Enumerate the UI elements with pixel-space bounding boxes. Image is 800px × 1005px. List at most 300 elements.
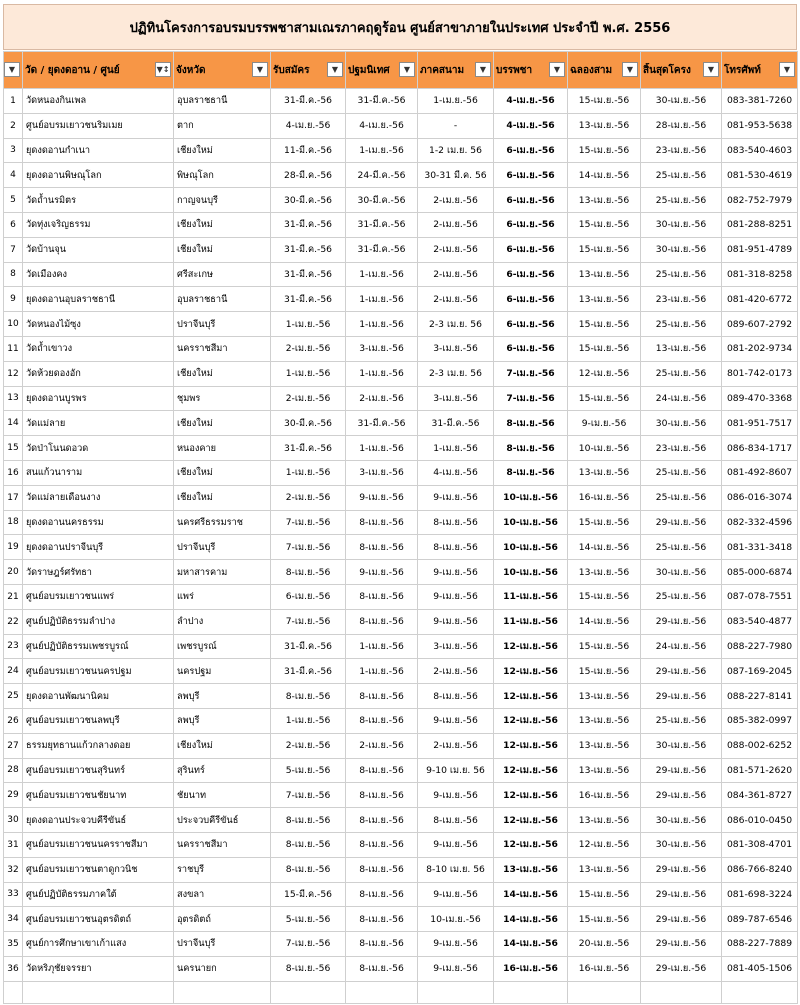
row-name[interactable]: ศูนย์อบรมเยาวชนแพร่ (23, 584, 174, 609)
row-end-date[interactable]: 30-เม.ย.-56 (641, 560, 722, 585)
row-phone[interactable]: 088-227-7889 (722, 932, 798, 957)
row-orientation-date[interactable]: 8-เม.ย.-56 (346, 832, 418, 857)
row-apply-date[interactable]: 7-เม.ย.-56 (271, 609, 346, 634)
row-province[interactable]: นครนายก (174, 956, 271, 981)
row-index[interactable]: 12 (4, 361, 23, 386)
row-end-date[interactable]: 25-เม.ย.-56 (641, 262, 722, 287)
empty-cell[interactable] (418, 981, 494, 1003)
row-apply-date[interactable]: 7-เม.ย.-56 (271, 932, 346, 957)
row-ordination-date[interactable]: 8-เม.ย.-56 (494, 411, 568, 436)
row-name[interactable]: วัดถ้ำเขาวง (23, 336, 174, 361)
row-apply-date[interactable]: 6-เม.ย.-56 (271, 584, 346, 609)
row-ordination-date[interactable]: 11-เม.ย.-56 (494, 584, 568, 609)
row-orientation-date[interactable]: 30-มี.ค.-56 (346, 188, 418, 213)
row-index[interactable]: 24 (4, 659, 23, 684)
row-index[interactable]: 2 (4, 113, 23, 138)
row-index[interactable]: 14 (4, 411, 23, 436)
row-province[interactable]: ตาก (174, 113, 271, 138)
row-end-date[interactable]: 23-เม.ย.-56 (641, 436, 722, 461)
row-province[interactable]: อุตรดิตถ์ (174, 907, 271, 932)
row-province[interactable]: ลพบุรี (174, 708, 271, 733)
row-ordination-date[interactable]: 12-เม.ย.-56 (494, 733, 568, 758)
row-phone[interactable]: 089-607-2792 (722, 312, 798, 337)
row-province[interactable]: หนองคาย (174, 436, 271, 461)
row-ordination-date[interactable]: 12-เม.ย.-56 (494, 808, 568, 833)
row-index[interactable]: 6 (4, 212, 23, 237)
row-name[interactable]: ยุดงดอานประจวบคีรีขันธ์ (23, 808, 174, 833)
row-end-date[interactable]: 29-เม.ย.-56 (641, 857, 722, 882)
row-field-date[interactable]: 2-เม.ย.-56 (418, 212, 494, 237)
row-field-date[interactable]: 2-เม.ย.-56 (418, 237, 494, 262)
row-field-date[interactable]: - (418, 113, 494, 138)
row-celebration-date[interactable]: 15-เม.ย.-56 (568, 584, 641, 609)
row-end-date[interactable]: 25-เม.ย.-56 (641, 584, 722, 609)
row-name[interactable]: ยุดงดอานกำเนา (23, 138, 174, 163)
row-province[interactable]: อุบลราชธานี (174, 287, 271, 312)
row-apply-date[interactable]: 31-มี.ค.-56 (271, 287, 346, 312)
row-phone[interactable]: 089-470-3368 (722, 386, 798, 411)
row-field-date[interactable]: 2-เม.ย.-56 (418, 188, 494, 213)
row-end-date[interactable]: 29-เม.ย.-56 (641, 956, 722, 981)
row-index[interactable]: 28 (4, 758, 23, 783)
row-end-date[interactable]: 29-เม.ย.-56 (641, 783, 722, 808)
row-end-date[interactable]: 30-เม.ย.-56 (641, 237, 722, 262)
row-field-date[interactable]: 4-เม.ย.-56 (418, 460, 494, 485)
row-index[interactable]: 3 (4, 138, 23, 163)
row-celebration-date[interactable]: 14-เม.ย.-56 (568, 609, 641, 634)
row-apply-date[interactable]: 8-เม.ย.-56 (271, 684, 346, 709)
row-field-date[interactable]: 9-เม.ย.-56 (418, 584, 494, 609)
row-name[interactable]: ยุดงดอานพิษณุโลก (23, 163, 174, 188)
row-orientation-date[interactable]: 8-เม.ย.-56 (346, 783, 418, 808)
row-ordination-date[interactable]: 10-เม.ย.-56 (494, 560, 568, 585)
row-orientation-date[interactable]: 1-เม.ย.-56 (346, 138, 418, 163)
row-name[interactable]: ศูนย์ปฏิบัติธรรมภาคใต้ (23, 882, 174, 907)
row-name[interactable]: ศูนย์อบรมเยาวชนอุตรดิตถ์ (23, 907, 174, 932)
row-orientation-date[interactable]: 3-เม.ย.-56 (346, 336, 418, 361)
row-index[interactable]: 15 (4, 436, 23, 461)
row-field-date[interactable]: 2-3 เม.ย. 56 (418, 361, 494, 386)
row-field-date[interactable]: 9-10 เม.ย. 56 (418, 758, 494, 783)
row-phone[interactable]: 085-382-0997 (722, 708, 798, 733)
row-field-date[interactable]: 3-เม.ย.-56 (418, 634, 494, 659)
row-name[interactable]: ศูนย์อบรมเยาวชนนครราชสีมา (23, 832, 174, 857)
row-end-date[interactable]: 25-เม.ย.-56 (641, 460, 722, 485)
row-celebration-date[interactable]: 16-เม.ย.-56 (568, 783, 641, 808)
row-end-date[interactable]: 29-เม.ย.-56 (641, 932, 722, 957)
row-apply-date[interactable]: 31-มี.ค.-56 (271, 89, 346, 114)
row-ordination-date[interactable]: 11-เม.ย.-56 (494, 609, 568, 634)
row-phone[interactable]: 089-787-6546 (722, 907, 798, 932)
row-field-date[interactable]: 2-3 เม.ย. 56 (418, 312, 494, 337)
sort-filter-icon[interactable]: ▼↕ (155, 62, 171, 77)
row-province[interactable]: เชียงใหม่ (174, 460, 271, 485)
row-name[interactable]: วัดหนองกินเพล (23, 89, 174, 114)
empty-cell[interactable] (174, 981, 271, 1003)
filter-dropdown-icon[interactable]: ▼ (622, 62, 638, 77)
row-phone[interactable]: 086-016-3074 (722, 485, 798, 510)
row-province[interactable]: ราชบุรี (174, 857, 271, 882)
row-name[interactable]: วัดแม่ลายเดือนงาง (23, 485, 174, 510)
row-name[interactable]: ยุดงดอานพัฒนานิคม (23, 684, 174, 709)
row-end-date[interactable]: 29-เม.ย.-56 (641, 684, 722, 709)
row-ordination-date[interactable]: 13-เม.ย.-56 (494, 857, 568, 882)
row-apply-date[interactable]: 31-มี.ค.-56 (271, 212, 346, 237)
row-index[interactable]: 36 (4, 956, 23, 981)
row-name[interactable]: ศูนย์การศึกษาเขาเก้าแสง (23, 932, 174, 957)
row-ordination-date[interactable]: 7-เม.ย.-56 (494, 361, 568, 386)
row-ordination-date[interactable]: 16-เม.ย.-56 (494, 956, 568, 981)
row-orientation-date[interactable]: 1-เม.ย.-56 (346, 287, 418, 312)
row-ordination-date[interactable]: 6-เม.ย.-56 (494, 212, 568, 237)
empty-cell[interactable] (568, 981, 641, 1003)
row-province[interactable]: ปราจีนบุรี (174, 312, 271, 337)
row-apply-date[interactable]: 30-มี.ค.-56 (271, 188, 346, 213)
row-phone[interactable]: 082-332-4596 (722, 510, 798, 535)
row-index[interactable]: 34 (4, 907, 23, 932)
row-apply-date[interactable]: 1-เม.ย.-56 (271, 312, 346, 337)
row-index[interactable]: 32 (4, 857, 23, 882)
row-province[interactable]: อุบลราชธานี (174, 89, 271, 114)
row-apply-date[interactable]: 31-มี.ค.-56 (271, 634, 346, 659)
empty-cell[interactable] (722, 981, 798, 1003)
row-field-date[interactable]: 9-เม.ย.-56 (418, 783, 494, 808)
row-end-date[interactable]: 29-เม.ย.-56 (641, 882, 722, 907)
filter-dropdown-icon[interactable]: ▼ (475, 62, 491, 77)
row-ordination-date[interactable]: 14-เม.ย.-56 (494, 907, 568, 932)
row-phone[interactable]: 082-752-7979 (722, 188, 798, 213)
row-province[interactable]: ศรีสะเกษ (174, 262, 271, 287)
row-phone[interactable]: 086-010-0450 (722, 808, 798, 833)
row-end-date[interactable]: 30-เม.ย.-56 (641, 212, 722, 237)
row-celebration-date[interactable]: 13-เม.ย.-56 (568, 857, 641, 882)
row-celebration-date[interactable]: 20-เม.ย.-56 (568, 932, 641, 957)
row-province[interactable]: นครราชสีมา (174, 832, 271, 857)
filter-dropdown-icon[interactable]: ▼ (4, 62, 20, 77)
row-field-date[interactable]: 8-เม.ย.-56 (418, 808, 494, 833)
row-celebration-date[interactable]: 13-เม.ย.-56 (568, 188, 641, 213)
row-province[interactable]: ปราจีนบุรี (174, 535, 271, 560)
row-ordination-date[interactable]: 7-เม.ย.-56 (494, 386, 568, 411)
row-phone[interactable]: 081-530-4619 (722, 163, 798, 188)
row-ordination-date[interactable]: 14-เม.ย.-56 (494, 882, 568, 907)
row-celebration-date[interactable]: 15-เม.ย.-56 (568, 659, 641, 684)
row-end-date[interactable]: 30-เม.ย.-56 (641, 411, 722, 436)
row-orientation-date[interactable]: 8-เม.ย.-56 (346, 684, 418, 709)
row-apply-date[interactable]: 8-เม.ย.-56 (271, 560, 346, 585)
row-phone[interactable]: 081-405-1506 (722, 956, 798, 981)
empty-cell[interactable] (494, 981, 568, 1003)
row-index[interactable]: 31 (4, 832, 23, 857)
row-field-date[interactable]: 8-10 เม.ย. 56 (418, 857, 494, 882)
row-index[interactable]: 10 (4, 312, 23, 337)
row-phone[interactable]: 801-742-0173 (722, 361, 798, 386)
row-ordination-date[interactable]: 6-เม.ย.-56 (494, 336, 568, 361)
row-province[interactable]: กาญจนบุรี (174, 188, 271, 213)
row-end-date[interactable]: 24-เม.ย.-56 (641, 634, 722, 659)
row-province[interactable]: เชียงใหม่ (174, 138, 271, 163)
row-phone[interactable]: 085-000-6874 (722, 560, 798, 585)
row-name[interactable]: สนแก้วนาราม (23, 460, 174, 485)
row-end-date[interactable]: 30-เม.ย.-56 (641, 808, 722, 833)
row-ordination-date[interactable]: 12-เม.ย.-56 (494, 659, 568, 684)
row-apply-date[interactable]: 5-เม.ย.-56 (271, 758, 346, 783)
row-index[interactable]: 17 (4, 485, 23, 510)
row-end-date[interactable]: 23-เม.ย.-56 (641, 287, 722, 312)
row-orientation-date[interactable]: 8-เม.ย.-56 (346, 708, 418, 733)
row-ordination-date[interactable]: 6-เม.ย.-56 (494, 312, 568, 337)
row-apply-date[interactable]: 2-เม.ย.-56 (271, 733, 346, 758)
row-celebration-date[interactable]: 13-เม.ย.-56 (568, 460, 641, 485)
row-phone[interactable]: 081-331-3418 (722, 535, 798, 560)
row-orientation-date[interactable]: 9-เม.ย.-56 (346, 560, 418, 585)
row-field-date[interactable]: 9-เม.ย.-56 (418, 560, 494, 585)
row-apply-date[interactable]: 11-มี.ค.-56 (271, 138, 346, 163)
row-celebration-date[interactable]: 15-เม.ย.-56 (568, 89, 641, 114)
row-field-date[interactable]: 9-เม.ย.-56 (418, 609, 494, 634)
row-orientation-date[interactable]: 3-เม.ย.-56 (346, 460, 418, 485)
row-orientation-date[interactable]: 31-มี.ค.-56 (346, 237, 418, 262)
row-celebration-date[interactable]: 13-เม.ย.-56 (568, 808, 641, 833)
row-index[interactable]: 35 (4, 932, 23, 957)
row-celebration-date[interactable]: 12-เม.ย.-56 (568, 361, 641, 386)
row-apply-date[interactable]: 1-เม.ย.-56 (271, 361, 346, 386)
empty-cell[interactable] (4, 981, 23, 1003)
row-index[interactable]: 19 (4, 535, 23, 560)
row-celebration-date[interactable]: 15-เม.ย.-56 (568, 138, 641, 163)
row-apply-date[interactable]: 31-มี.ค.-56 (271, 436, 346, 461)
row-ordination-date[interactable]: 6-เม.ย.-56 (494, 237, 568, 262)
row-ordination-date[interactable]: 14-เม.ย.-56 (494, 932, 568, 957)
row-phone[interactable]: 081-288-8251 (722, 212, 798, 237)
row-apply-date[interactable]: 2-เม.ย.-56 (271, 386, 346, 411)
row-ordination-date[interactable]: 12-เม.ย.-56 (494, 832, 568, 857)
row-end-date[interactable]: 30-เม.ย.-56 (641, 733, 722, 758)
row-apply-date[interactable]: 1-เม.ย.-56 (271, 708, 346, 733)
row-orientation-date[interactable]: 8-เม.ย.-56 (346, 932, 418, 957)
row-index[interactable]: 33 (4, 882, 23, 907)
row-field-date[interactable]: 8-เม.ย.-56 (418, 510, 494, 535)
row-end-date[interactable]: 29-เม.ย.-56 (641, 609, 722, 634)
row-apply-date[interactable]: 7-เม.ย.-56 (271, 535, 346, 560)
row-province[interactable]: เชียงใหม่ (174, 212, 271, 237)
row-celebration-date[interactable]: 10-เม.ย.-56 (568, 436, 641, 461)
row-orientation-date[interactable]: 31-มี.ค.-56 (346, 89, 418, 114)
row-phone[interactable]: 081-571-2620 (722, 758, 798, 783)
row-ordination-date[interactable]: 6-เม.ย.-56 (494, 163, 568, 188)
row-name[interactable]: วัดหริภุชัยจรรยา (23, 956, 174, 981)
row-apply-date[interactable]: 31-มี.ค.-56 (271, 659, 346, 684)
row-phone[interactable]: 081-951-7517 (722, 411, 798, 436)
row-apply-date[interactable]: 8-เม.ย.-56 (271, 808, 346, 833)
row-name[interactable]: ยุดงดอานอุบลราชธานี (23, 287, 174, 312)
row-celebration-date[interactable]: 15-เม.ย.-56 (568, 336, 641, 361)
row-celebration-date[interactable]: 15-เม.ย.-56 (568, 312, 641, 337)
row-index[interactable]: 22 (4, 609, 23, 634)
row-phone[interactable]: 083-540-4877 (722, 609, 798, 634)
row-name[interactable]: วัดเมืองคง (23, 262, 174, 287)
row-field-date[interactable]: 9-เม.ย.-56 (418, 882, 494, 907)
row-ordination-date[interactable]: 12-เม.ย.-56 (494, 758, 568, 783)
row-celebration-date[interactable]: 12-เม.ย.-56 (568, 832, 641, 857)
row-index[interactable]: 26 (4, 708, 23, 733)
row-celebration-date[interactable]: 13-เม.ย.-56 (568, 560, 641, 585)
row-orientation-date[interactable]: 8-เม.ย.-56 (346, 510, 418, 535)
row-index[interactable]: 27 (4, 733, 23, 758)
row-province[interactable]: เชียงใหม่ (174, 411, 271, 436)
row-phone[interactable]: 086-834-1717 (722, 436, 798, 461)
row-index[interactable]: 23 (4, 634, 23, 659)
row-apply-date[interactable]: 2-เม.ย.-56 (271, 485, 346, 510)
filter-dropdown-icon[interactable]: ▼ (252, 62, 268, 77)
row-apply-date[interactable]: 8-เม.ย.-56 (271, 857, 346, 882)
row-celebration-date[interactable]: 16-เม.ย.-56 (568, 485, 641, 510)
row-ordination-date[interactable]: 6-เม.ย.-56 (494, 188, 568, 213)
filter-dropdown-icon[interactable]: ▼ (399, 62, 415, 77)
row-ordination-date[interactable]: 10-เม.ย.-56 (494, 535, 568, 560)
row-field-date[interactable]: 9-เม.ย.-56 (418, 485, 494, 510)
row-orientation-date[interactable]: 8-เม.ย.-56 (346, 907, 418, 932)
row-phone[interactable]: 087-078-7551 (722, 584, 798, 609)
row-celebration-date[interactable]: 15-เม.ย.-56 (568, 634, 641, 659)
row-celebration-date[interactable]: 13-เม.ย.-56 (568, 708, 641, 733)
empty-cell[interactable] (641, 981, 722, 1003)
row-index[interactable]: 5 (4, 188, 23, 213)
row-orientation-date[interactable]: 31-มี.ค.-56 (346, 411, 418, 436)
row-orientation-date[interactable]: 4-เม.ย.-56 (346, 113, 418, 138)
row-ordination-date[interactable]: 12-เม.ย.-56 (494, 783, 568, 808)
row-end-date[interactable]: 13-เม.ย.-56 (641, 336, 722, 361)
row-phone[interactable]: 088-002-6252 (722, 733, 798, 758)
row-index[interactable]: 4 (4, 163, 23, 188)
row-ordination-date[interactable]: 8-เม.ย.-56 (494, 460, 568, 485)
row-orientation-date[interactable]: 1-เม.ย.-56 (346, 659, 418, 684)
row-celebration-date[interactable]: 13-เม.ย.-56 (568, 684, 641, 709)
row-field-date[interactable]: 8-เม.ย.-56 (418, 684, 494, 709)
row-index[interactable]: 18 (4, 510, 23, 535)
row-province[interactable]: นครราชสีมา (174, 336, 271, 361)
row-field-date[interactable]: 30-31 มี.ค. 56 (418, 163, 494, 188)
row-apply-date[interactable]: 5-เม.ย.-56 (271, 907, 346, 932)
row-province[interactable]: นครศรีธรรมราช (174, 510, 271, 535)
row-name[interactable]: วัดห้วยดองอัก (23, 361, 174, 386)
row-end-date[interactable]: 29-เม.ย.-56 (641, 659, 722, 684)
row-end-date[interactable]: 25-เม.ย.-56 (641, 188, 722, 213)
row-index[interactable]: 11 (4, 336, 23, 361)
row-phone[interactable]: 084-361-8727 (722, 783, 798, 808)
row-orientation-date[interactable]: 8-เม.ย.-56 (346, 956, 418, 981)
row-apply-date[interactable]: 7-เม.ย.-56 (271, 510, 346, 535)
row-phone[interactable]: 081-202-9734 (722, 336, 798, 361)
row-name[interactable]: ศูนย์อบรมเยาวชนนครปฐม (23, 659, 174, 684)
row-end-date[interactable]: 24-เม.ย.-56 (641, 386, 722, 411)
row-celebration-date[interactable]: 13-เม.ย.-56 (568, 113, 641, 138)
row-name[interactable]: ศูนย์ปฏิบัติธรรมเพชรบูรณ์ (23, 634, 174, 659)
row-celebration-date[interactable]: 13-เม.ย.-56 (568, 758, 641, 783)
row-index[interactable]: 7 (4, 237, 23, 262)
row-celebration-date[interactable]: 15-เม.ย.-56 (568, 907, 641, 932)
row-field-date[interactable]: 9-เม.ย.-56 (418, 932, 494, 957)
row-index[interactable]: 30 (4, 808, 23, 833)
row-apply-date[interactable]: 7-เม.ย.-56 (271, 783, 346, 808)
row-name[interactable]: ศูนย์อบรมเยาวชนริมเมย (23, 113, 174, 138)
row-province[interactable]: พิษณุโลก (174, 163, 271, 188)
row-province[interactable]: ปราจีนบุรี (174, 932, 271, 957)
row-phone[interactable]: 083-381-7260 (722, 89, 798, 114)
row-name[interactable]: วัดหนองไม้ซุง (23, 312, 174, 337)
row-field-date[interactable]: 2-เม.ย.-56 (418, 262, 494, 287)
row-apply-date[interactable]: 4-เม.ย.-56 (271, 113, 346, 138)
row-province[interactable]: นครปฐม (174, 659, 271, 684)
row-field-date[interactable]: 8-เม.ย.-56 (418, 535, 494, 560)
row-field-date[interactable]: 3-เม.ย.-56 (418, 386, 494, 411)
row-orientation-date[interactable]: 1-เม.ย.-56 (346, 634, 418, 659)
row-end-date[interactable]: 25-เม.ย.-56 (641, 535, 722, 560)
row-field-date[interactable]: 9-เม.ย.-56 (418, 708, 494, 733)
row-ordination-date[interactable]: 10-เม.ย.-56 (494, 510, 568, 535)
row-orientation-date[interactable]: 8-เม.ย.-56 (346, 808, 418, 833)
row-orientation-date[interactable]: 8-เม.ย.-56 (346, 609, 418, 634)
row-name[interactable]: ศูนย์อบรมเยาวชนสุรินทร์ (23, 758, 174, 783)
row-phone[interactable]: 081-953-5638 (722, 113, 798, 138)
row-ordination-date[interactable]: 4-เม.ย.-56 (494, 113, 568, 138)
row-name[interactable]: วัดแม่ลาย (23, 411, 174, 436)
row-apply-date[interactable]: 8-เม.ย.-56 (271, 956, 346, 981)
row-ordination-date[interactable]: 8-เม.ย.-56 (494, 436, 568, 461)
row-celebration-date[interactable]: 13-เม.ย.-56 (568, 287, 641, 312)
row-name[interactable]: ยุดงดอานปราจีนบุรี (23, 535, 174, 560)
row-ordination-date[interactable]: 12-เม.ย.-56 (494, 708, 568, 733)
row-end-date[interactable]: 25-เม.ย.-56 (641, 163, 722, 188)
row-name[interactable]: ศูนย์ปฏิบัติธรรมลำปาง (23, 609, 174, 634)
row-field-date[interactable]: 2-เม.ย.-56 (418, 733, 494, 758)
filter-dropdown-icon[interactable]: ▼ (549, 62, 565, 77)
row-province[interactable]: เชียงใหม่ (174, 361, 271, 386)
row-end-date[interactable]: 25-เม.ย.-56 (641, 361, 722, 386)
row-name[interactable]: ยุดงดอานบูรพร (23, 386, 174, 411)
row-orientation-date[interactable]: 8-เม.ย.-56 (346, 584, 418, 609)
row-end-date[interactable]: 25-เม.ย.-56 (641, 708, 722, 733)
row-field-date[interactable]: 9-เม.ย.-56 (418, 832, 494, 857)
row-name[interactable]: วัดถ้ำนรมิตร (23, 188, 174, 213)
row-province[interactable]: ลำปาง (174, 609, 271, 634)
row-orientation-date[interactable]: 1-เม.ย.-56 (346, 312, 418, 337)
row-orientation-date[interactable]: 8-เม.ย.-56 (346, 535, 418, 560)
row-field-date[interactable]: 2-เม.ย.-56 (418, 659, 494, 684)
row-field-date[interactable]: 2-เม.ย.-56 (418, 287, 494, 312)
row-celebration-date[interactable]: 15-เม.ย.-56 (568, 510, 641, 535)
row-orientation-date[interactable]: 8-เม.ย.-56 (346, 882, 418, 907)
row-celebration-date[interactable]: 9-เม.ย.-56 (568, 411, 641, 436)
filter-dropdown-icon[interactable]: ▼ (779, 62, 795, 77)
row-phone[interactable]: 081-308-4701 (722, 832, 798, 857)
filter-dropdown-icon[interactable]: ▼ (327, 62, 343, 77)
row-phone[interactable]: 081-420-6772 (722, 287, 798, 312)
row-phone[interactable]: 088-227-8141 (722, 684, 798, 709)
row-end-date[interactable]: 23-เม.ย.-56 (641, 138, 722, 163)
row-apply-date[interactable]: 1-เม.ย.-56 (271, 460, 346, 485)
row-celebration-date[interactable]: 15-เม.ย.-56 (568, 386, 641, 411)
row-end-date[interactable]: 25-เม.ย.-56 (641, 485, 722, 510)
row-ordination-date[interactable]: 6-เม.ย.-56 (494, 138, 568, 163)
row-field-date[interactable]: 1-2 เม.ย. 56 (418, 138, 494, 163)
row-apply-date[interactable]: 15-มี.ค.-56 (271, 882, 346, 907)
row-name[interactable]: ศูนย์อบรมเยาวชนชัยนาท (23, 783, 174, 808)
row-name[interactable]: วัดป่าโนนดอวด (23, 436, 174, 461)
row-celebration-date[interactable]: 15-เม.ย.-56 (568, 237, 641, 262)
row-phone[interactable]: 083-540-4603 (722, 138, 798, 163)
row-province[interactable]: แพร่ (174, 584, 271, 609)
